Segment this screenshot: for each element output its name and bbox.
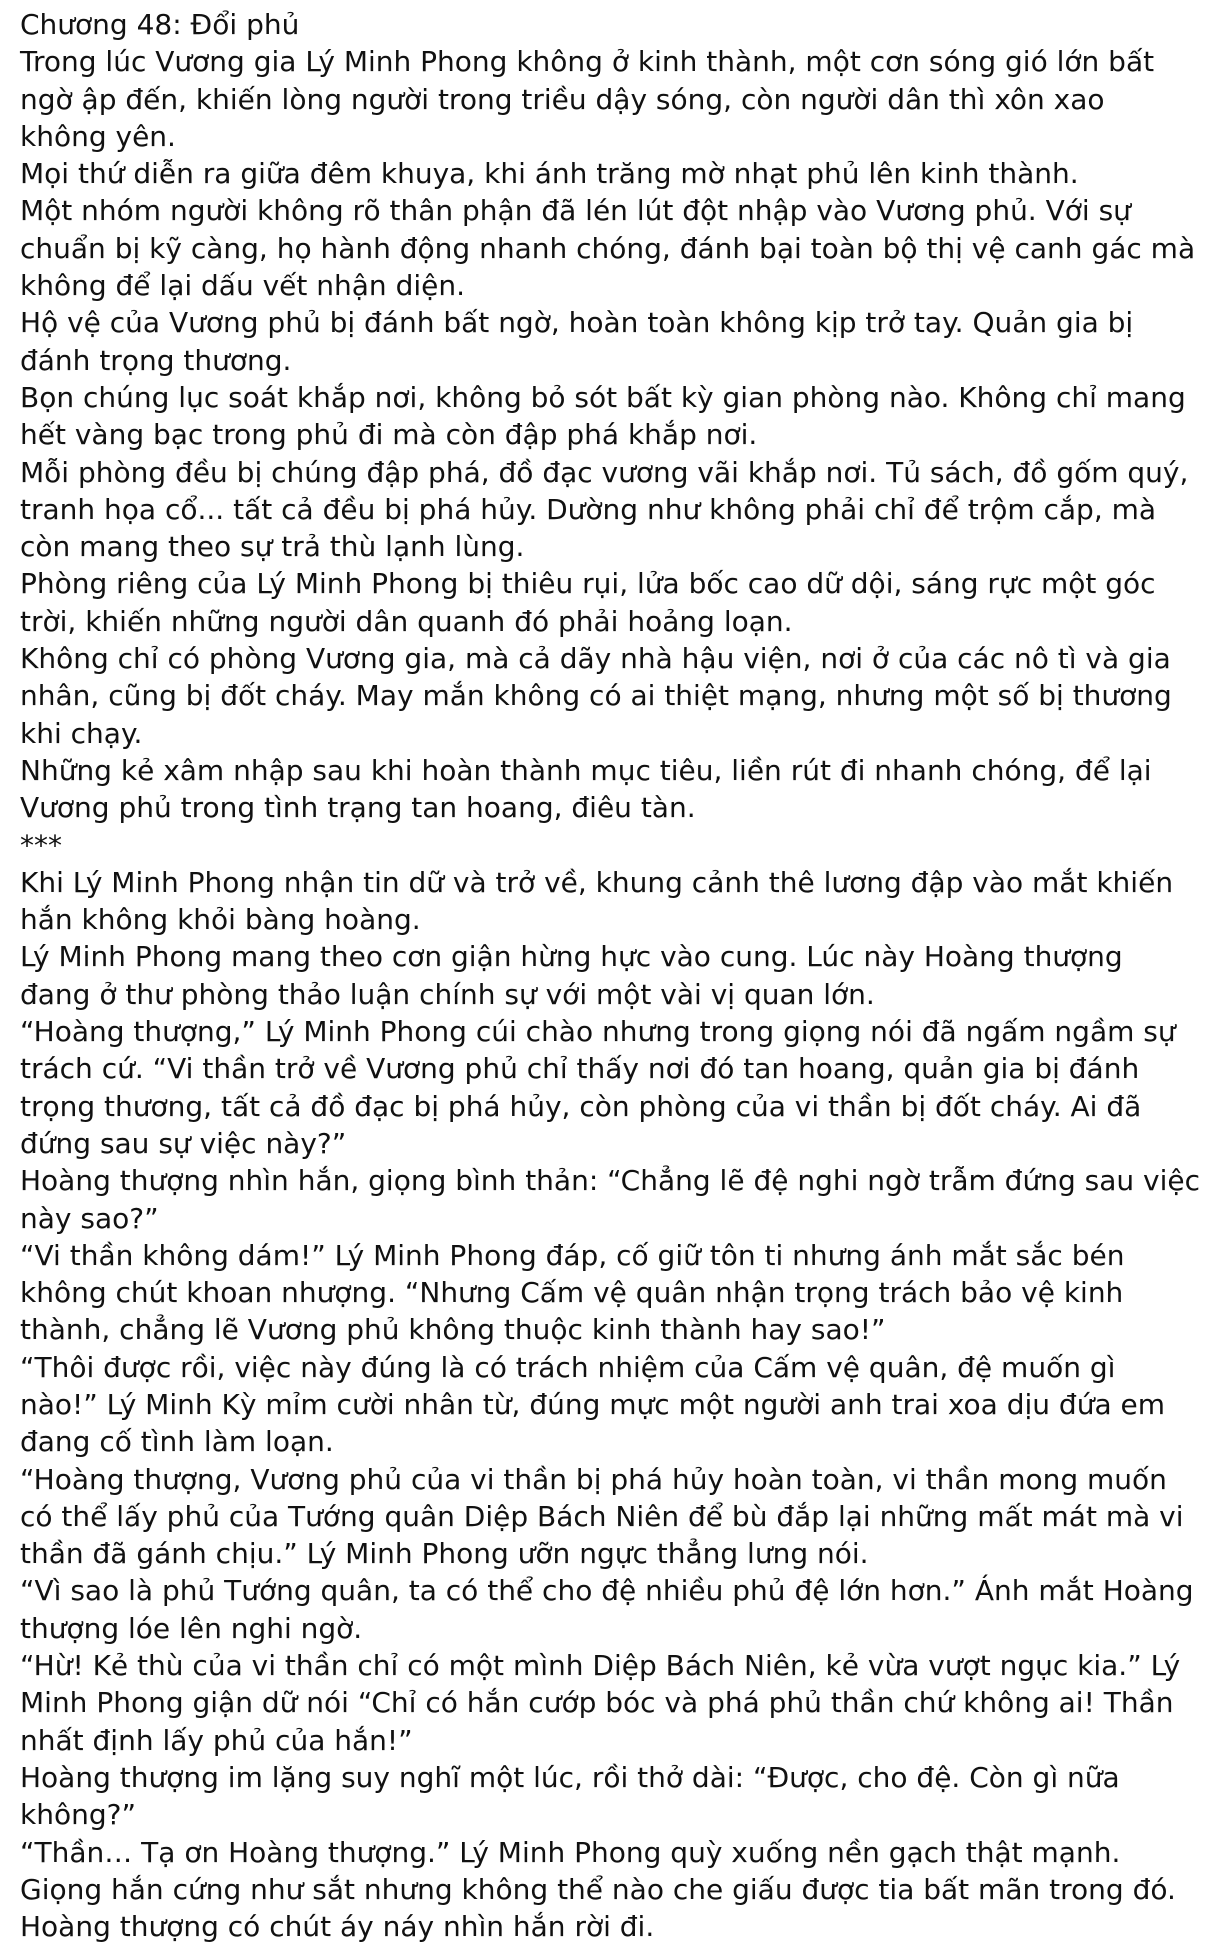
chapter-title: Chương 48: Đổi phủ <box>20 8 300 41</box>
paragraph: “Thôi được rồi, việc này đúng là có trách nhiệm của Cấm vệ quân, đệ muốn gì nào!” Lý Minh Kỳ mỉm cười nhân từ, đúng mực một người anh trai xoa dịu đứa em đang cố tình làm loạn. <box>20 1350 1166 1459</box>
paragraph: Trong lúc Vương gia Lý Minh Phong không ở kinh thành, một cơn sóng gió lớn bất ngờ ập đến, khiến lòng người trong triều dậy sóng, còn người dân thì xôn xao không yên. <box>20 45 1155 153</box>
paragraph: Hoàng thượng nhìn hắn, giọng bình thản: “Chẳng lẽ đệ nghi ngờ trẫm đứng sau việc này sao?” <box>20 1164 1200 1235</box>
paragraph: Không chỉ có phòng Vương gia, mà cả dãy nhà hậu viện, nơi ở của các nô tì và gia nhân, cũng bị đốt cháy. May mắn không có ai thiệt mạng, nhưng một số bị thương khi chạy. <box>20 642 1172 750</box>
paragraph: Khi Lý Minh Phong nhận tin dữ và trở về, khung cảnh thê lương đập vào mắt khiến hắn không khỏi bàng hoàng. <box>20 865 1174 937</box>
paragraph: “Hoàng thượng,” Lý Minh Phong cúi chào nhưng trong giọng nói đã ngấm ngầm sự trách cứ. “Vi thần trở về Vương phủ chỉ thấy nơi đó tan hoang, quản gia bị đánh trọng thương, tất cả đồ đạc bị phá hủy, còn phòng của vi thần bị đốt cháy. Ai đã đứng sau sự việc này?” <box>20 1015 1176 1160</box>
paragraph: Lý Minh Phong mang theo cơn giận hừng hực vào cung. Lúc này Hoàng thượng đang ở thư phòng thảo luận chính sự với một vài vị quan lớn. <box>20 940 1123 1011</box>
scene-separator: *** <box>20 828 62 862</box>
paragraph: Hoàng thượng im lặng suy nghĩ một lúc, rồi thở dài: “Được, cho đệ. Còn gì nữa không?” <box>20 1760 1120 1832</box>
paragraph: Phòng riêng của Lý Minh Phong bị thiêu rụi, lửa bốc cao dữ dội, sáng rực một góc trời, khiến những người dân quanh đó phải hoảng loạn. <box>20 567 1156 638</box>
paragraph: Một nhóm người không rõ thân phận đã lén lút đột nhập vào Vương phủ. Với sự chuẩn bị kỹ càng, họ hành động nhanh chóng, đánh bại toàn bộ thị vệ canh gác mà không để lại dấu vết nhận diện. <box>20 194 1196 303</box>
paragraph: Mọi thứ diễn ra giữa đêm khuya, khi ánh trăng mờ nhạt phủ lên kinh thành. <box>20 157 1079 191</box>
paragraph: Hoàng thượng có chút áy náy nhìn hắn rời đi. <box>20 1910 655 1944</box>
paragraph: Hộ vệ của Vương phủ bị đánh bất ngờ, hoàn toàn không kịp trở tay. Quản gia bị đánh trọng thương. <box>20 306 1134 377</box>
paragraph: “Vi thần không dám!” Lý Minh Phong đáp, cố giữ tôn ti nhưng ánh mắt sắc bén không chút khoan nhượng. “Nhưng Cấm vệ quân nhận trọng trách bảo vệ kinh thành, chẳng lẽ Vương phủ không thuộc kinh thành hay sao!” <box>20 1238 1125 1347</box>
paragraph: Mỗi phòng đều bị chúng đập phá, đồ đạc vương vãi khắp nơi. Tủ sách, đồ gốm quý, tranh họa cổ... tất cả đều bị phá hủy. Dường như không phải chỉ để trộm cắp, mà còn mang theo sự trả thù lạnh lùng. <box>20 455 1189 564</box>
paragraph: Những kẻ xâm nhập sau khi hoàn thành mục tiêu, liền rút đi nhanh chóng, để lại Vương phủ trong tình trạng tan hoang, điêu tàn. <box>20 753 1152 825</box>
paragraph: “Thần… Tạ ơn Hoàng thượng.” Lý Minh Phong quỳ xuống nền gạch thật mạnh. Giọng hắn cứng như sắt nhưng không thể nào che giấu được tia bất mãn trong đó. <box>20 1835 1176 1906</box>
paragraph: Bọn chúng lục soát khắp nơi, không bỏ sót bất kỳ gian phòng nào. Không chỉ mang hết vàng bạc trong phủ đi mà còn đập phá khắp nơi. <box>20 380 1186 452</box>
paragraph: “Vì sao là phủ Tướng quân, ta có thể cho đệ nhiều phủ đệ lớn hơn.” Ánh mắt Hoàng thượng lóe lên nghi ngờ. <box>20 1574 1194 1645</box>
paragraph: “Hoàng thượng, Vương phủ của vi thần bị phá hủy hoàn toàn, vi thần mong muốn có thể lấy phủ của Tướng quân Diệp Bách Niên để bù đắp lại những mất mát mà vi thần đã gánh chịu.” Lý Minh Phong ưỡn ngực thẳng lưng nói. <box>20 1462 1184 1571</box>
paragraph: “Hừ! Kẻ thù của vi thần chỉ có một mình Diệp Bách Niên, kẻ vừa vượt ngục kia.” Lý Minh Phong giận dữ nói “Chỉ có hắn cướp bóc và phá phủ thần chứ không ai! Thần nhất định lấy phủ của hắn!” <box>20 1649 1181 1757</box>
